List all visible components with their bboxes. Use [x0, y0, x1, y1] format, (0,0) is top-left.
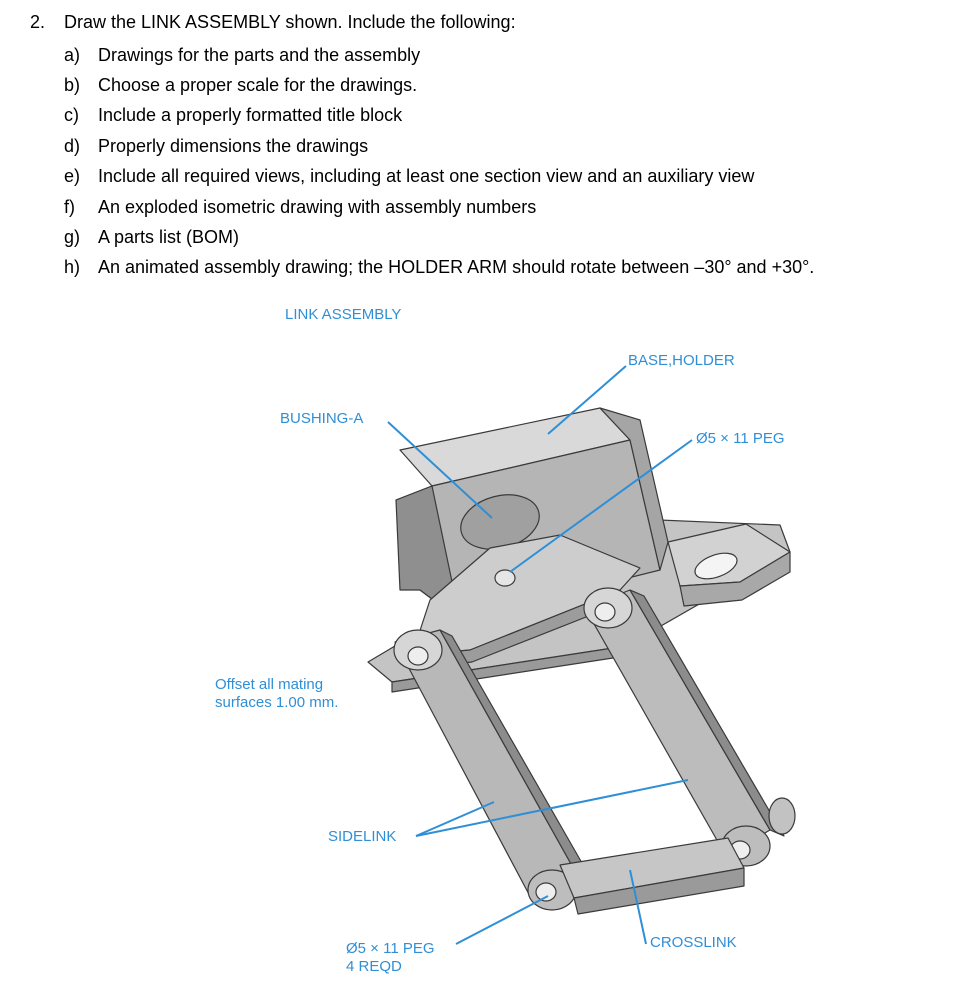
list-item — [64, 253, 814, 283]
question-heading — [30, 12, 516, 33]
item-letter: f) — [64, 196, 75, 217]
peg-top-left — [408, 647, 428, 665]
peg-bottom-line-1: Ø5 × 11 PEG — [346, 940, 435, 957]
list-item — [64, 222, 814, 252]
leader-sidelink-a — [416, 802, 494, 836]
item-text: An animated assembly drawing; the HOLDER ARM should rotate between –30° and +30°. — [98, 257, 815, 278]
item-letter: d) — [64, 135, 81, 156]
item-letter: h) — [64, 257, 81, 278]
question-prompt: Draw the LINK ASSEMBLY shown. Include the following: — [64, 12, 516, 32]
list-item — [64, 162, 814, 192]
label-crosslink: CROSSLINK — [650, 934, 737, 951]
list-item — [64, 131, 814, 161]
offset-line-2: surfaces 1.00 mm. — [215, 694, 339, 711]
sidelink-right — [585, 590, 770, 856]
item-text: Drawings for the parts and the assembly — [98, 44, 421, 65]
item-letter: b) — [64, 75, 81, 96]
item-text: A parts list (BOM) — [98, 227, 240, 248]
label-base-holder: BASE,HOLDER — [628, 352, 735, 369]
peg-top-right — [595, 603, 615, 621]
list-item — [64, 192, 814, 222]
offset-line-1: Offset all mating — [215, 676, 324, 693]
item-letter: g) — [64, 227, 81, 248]
label-sidelink: SIDELINK — [328, 828, 397, 845]
arm-peg-hole — [495, 570, 515, 586]
item-text: Include a properly formatted title block — [98, 105, 403, 126]
assembly-illustration — [0, 290, 958, 1002]
peg-bottom-line-2: 4 REQD — [346, 958, 402, 975]
peg-end-right — [769, 798, 795, 834]
label-offset-note — [215, 676, 338, 712]
requirements-list — [64, 40, 814, 283]
label-peg-bottom — [346, 940, 435, 976]
label-peg-top: Ø5 × 11 PEG — [696, 430, 785, 447]
item-text: Properly dimensions the drawings — [98, 135, 369, 156]
item-letter: c) — [64, 105, 79, 126]
link-assembly-figure — [0, 290, 958, 1002]
list-item — [64, 40, 814, 70]
item-text: An exploded isometric drawing with assembly numbers — [98, 196, 537, 217]
item-letter: e) — [64, 166, 81, 187]
question-number: 2. — [30, 12, 46, 32]
list-item — [64, 101, 814, 131]
item-text: Include all required views, including at least one section view and an auxiliary view — [98, 166, 755, 187]
peg-bottom-left — [536, 883, 556, 901]
item-letter: a) — [64, 44, 81, 65]
leader-peg-bottom — [456, 896, 548, 944]
list-item — [64, 70, 814, 100]
item-text: Choose a proper scale for the drawings. — [98, 75, 418, 96]
figure-title: LINK ASSEMBLY — [285, 306, 402, 323]
label-bushing: BUSHING-A — [280, 410, 364, 427]
